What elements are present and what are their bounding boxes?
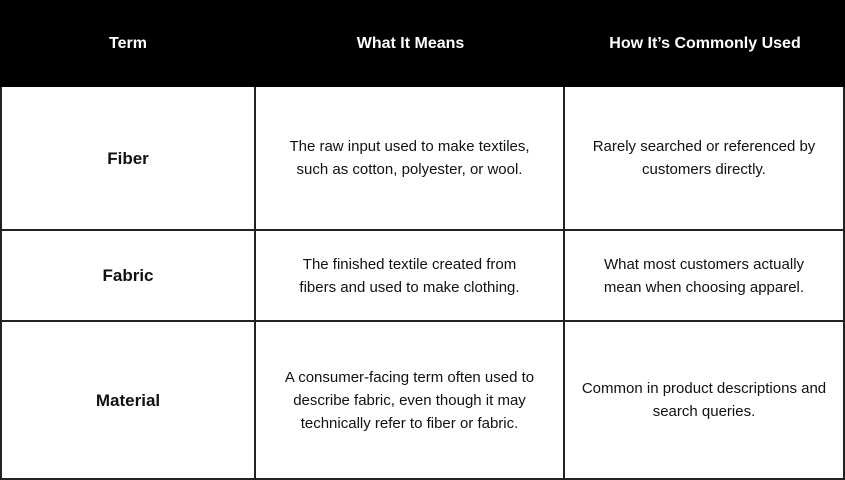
meaning-cell: The raw input used to make textiles, such as cotton, polyester, or wool. (256, 87, 565, 229)
usage-cell: Common in product descriptions and search queries. (565, 322, 845, 478)
header-term: Term (109, 34, 147, 52)
term-cell: Material (0, 322, 256, 478)
table-row (0, 231, 845, 322)
table-header (0, 0, 845, 87)
header-usage: How It’s Commonly Used (609, 34, 801, 52)
meaning-cell: The finished textile created from fibers and used to make clothing. (256, 231, 565, 320)
table-row (0, 87, 845, 231)
header-meaning: What It Means (356, 34, 465, 52)
table-row (0, 322, 845, 480)
meaning-cell: A consumer-facing term often used to describe fabric, even though it may technically refer to fiber or fabric. (256, 322, 565, 478)
usage-cell: Rarely searched or referenced by customers directly. (565, 87, 845, 229)
term-cell: Fabric (0, 231, 256, 320)
usage-cell: What most customers actually mean when choosing apparel. (565, 231, 845, 320)
term-cell: Fiber (0, 87, 256, 229)
